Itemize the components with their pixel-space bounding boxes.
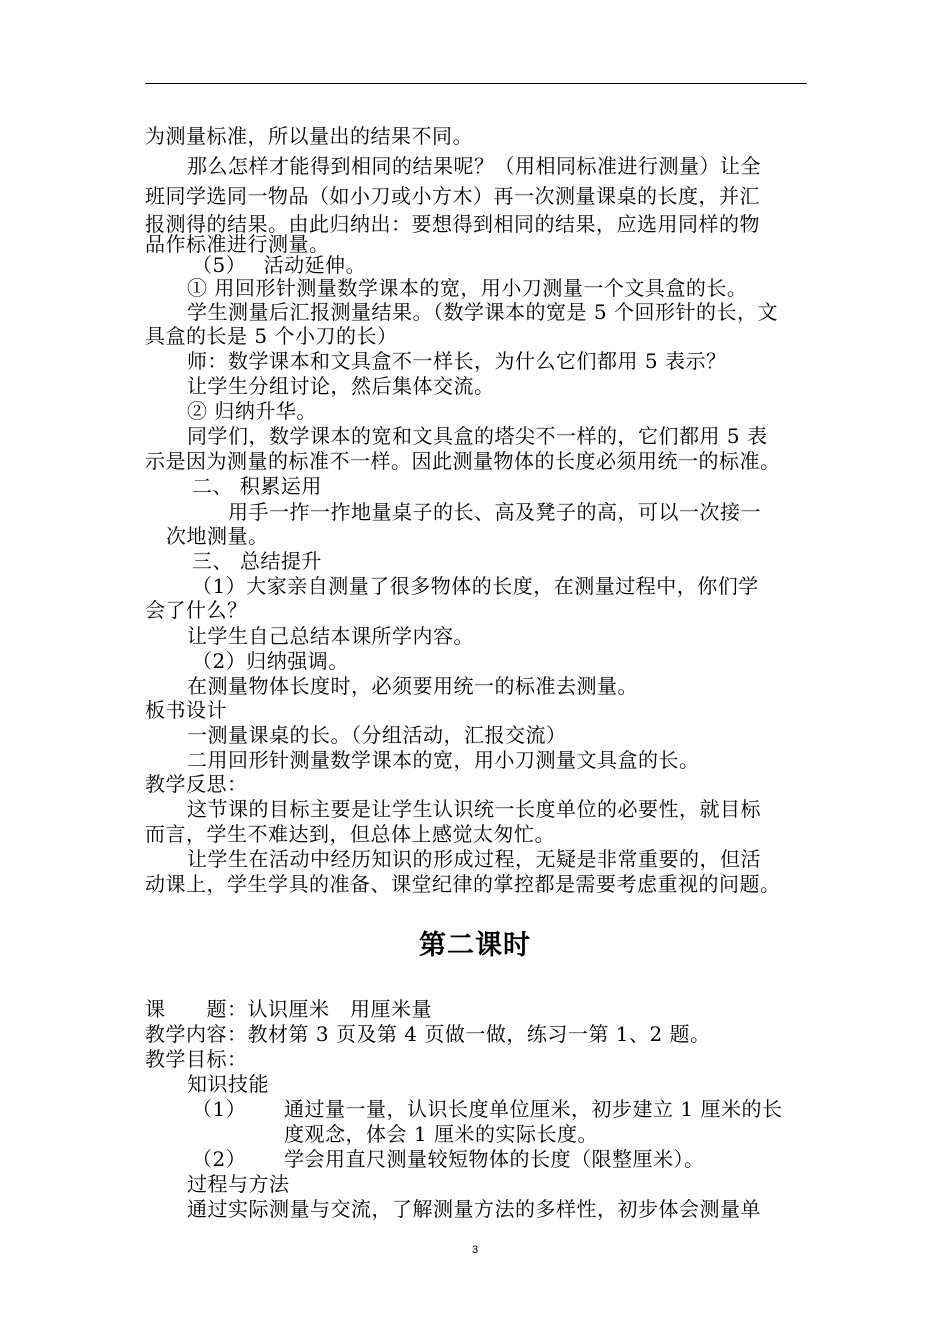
text-line: 用手一拃一拃地量桌子的长、高及凳子的高，可以一次接一 xyxy=(228,500,761,524)
text-line: 次地测量。 xyxy=(166,524,269,548)
text-line: 二、 积累运用 xyxy=(192,474,322,498)
text-line: （1）大家亲自测量了很多物体的长度，在测量过程中，你们学 xyxy=(192,574,759,598)
text-line: 教学反思： xyxy=(145,772,248,796)
text-line: （2）归纳强调。 xyxy=(192,649,349,673)
process-text: 通过实际测量与交流，了解测量方法的多样性，初步体会测量单 xyxy=(187,1197,761,1221)
text-line: 二用回形针测量数学课本的宽，用小刀测量文具盒的长。 xyxy=(187,748,700,772)
text-line: 让学生分组讨论，然后集体交流。 xyxy=(187,374,495,398)
lesson-topic: 课 题：认识厘米 用厘米量 xyxy=(145,997,432,1021)
text-line: 师：数学课本和文具盒不一样长，为什么它们都用 5 表示？ xyxy=(187,349,727,373)
text-line: 让学生自己总结本课所学内容。 xyxy=(187,624,474,648)
goal-item-number: （2） xyxy=(192,1147,247,1171)
goal-item-text: 度观念，体会 1 厘米的实际长度。 xyxy=(284,1122,598,1146)
text-line: 报测得的结果。由此归纳出：要想得到相同的结果，应选用同样的物 xyxy=(145,212,760,236)
text-line: 示是因为测量的标准不一样。因此测量物体的长度必须用统一的标准。 xyxy=(145,449,781,473)
header-rule xyxy=(145,83,807,84)
text-line: 那么怎样才能得到相同的结果呢？（用相同标准进行测量）让全 xyxy=(187,154,761,178)
section-title: 第二课时 xyxy=(419,930,531,961)
goal-item-text: 通过量一量，认识长度单位厘米，初步建立 1 厘米的长 xyxy=(284,1097,783,1121)
text-line: 让学生在活动中经历知识的形成过程，无疑是非常重要的，但活 xyxy=(187,847,761,871)
text-line: （5） 活动延伸。 xyxy=(192,253,367,277)
text-line: 同学们，数学课本的宽和文具盒的塔尖不一样的，它们都用 5 表 xyxy=(187,424,768,448)
skills-heading: 知识技能 xyxy=(187,1072,269,1096)
text-line: 学生测量后汇报测量结果。（数学课本的宽是 5 个回形针的长，文 xyxy=(187,300,778,324)
text-line: ② 归纳升华。 xyxy=(187,399,317,423)
text-line: ① 用回形针测量数学课本的宽，用小刀测量一个文具盒的长。 xyxy=(187,276,748,300)
goal-item-text: 学会用直尺测量较短物体的长度（限整厘米）。 xyxy=(284,1147,705,1171)
text-line: 为测量标准，所以量出的结果不同。 xyxy=(145,124,473,148)
text-line: 动课上，学生学具的准备、课堂纪律的掌控都是需要考虑重视的问题。 xyxy=(145,872,781,896)
process-heading: 过程与方法 xyxy=(187,1172,290,1196)
text-line: 而言，学生不难达到，但总体上感觉太匆忙。 xyxy=(145,822,555,846)
goal-item-number: （1） xyxy=(192,1097,247,1121)
lesson-content: 教学内容：教材第 3 页及第 4 页做一做，练习一第 1、2 题。 xyxy=(145,1022,711,1046)
text-line: 会了什么？ xyxy=(145,598,248,622)
text-line: 三、 总结提升 xyxy=(192,549,322,573)
text-line: 一测量课桌的长。（分组活动，汇报交流） xyxy=(187,723,567,747)
lesson-goals-heading: 教学目标： xyxy=(145,1047,248,1071)
text-line: 班同学选同一物品（如小刀或小方木）再一次测量课桌的长度，并汇 xyxy=(145,184,760,208)
text-line: 板书设计 xyxy=(145,698,227,722)
text-line: 具盒的长是 5 个小刀的长） xyxy=(145,324,398,348)
page-number: 3 xyxy=(471,1244,479,1256)
text-line: 在测量物体长度时，必须要用统一的标准去测量。 xyxy=(187,674,638,698)
text-line: 这节课的目标主要是让学生认识统一长度单位的必要性，就目标 xyxy=(187,797,761,821)
text-line: 品作标准进行测量。 xyxy=(145,232,330,256)
